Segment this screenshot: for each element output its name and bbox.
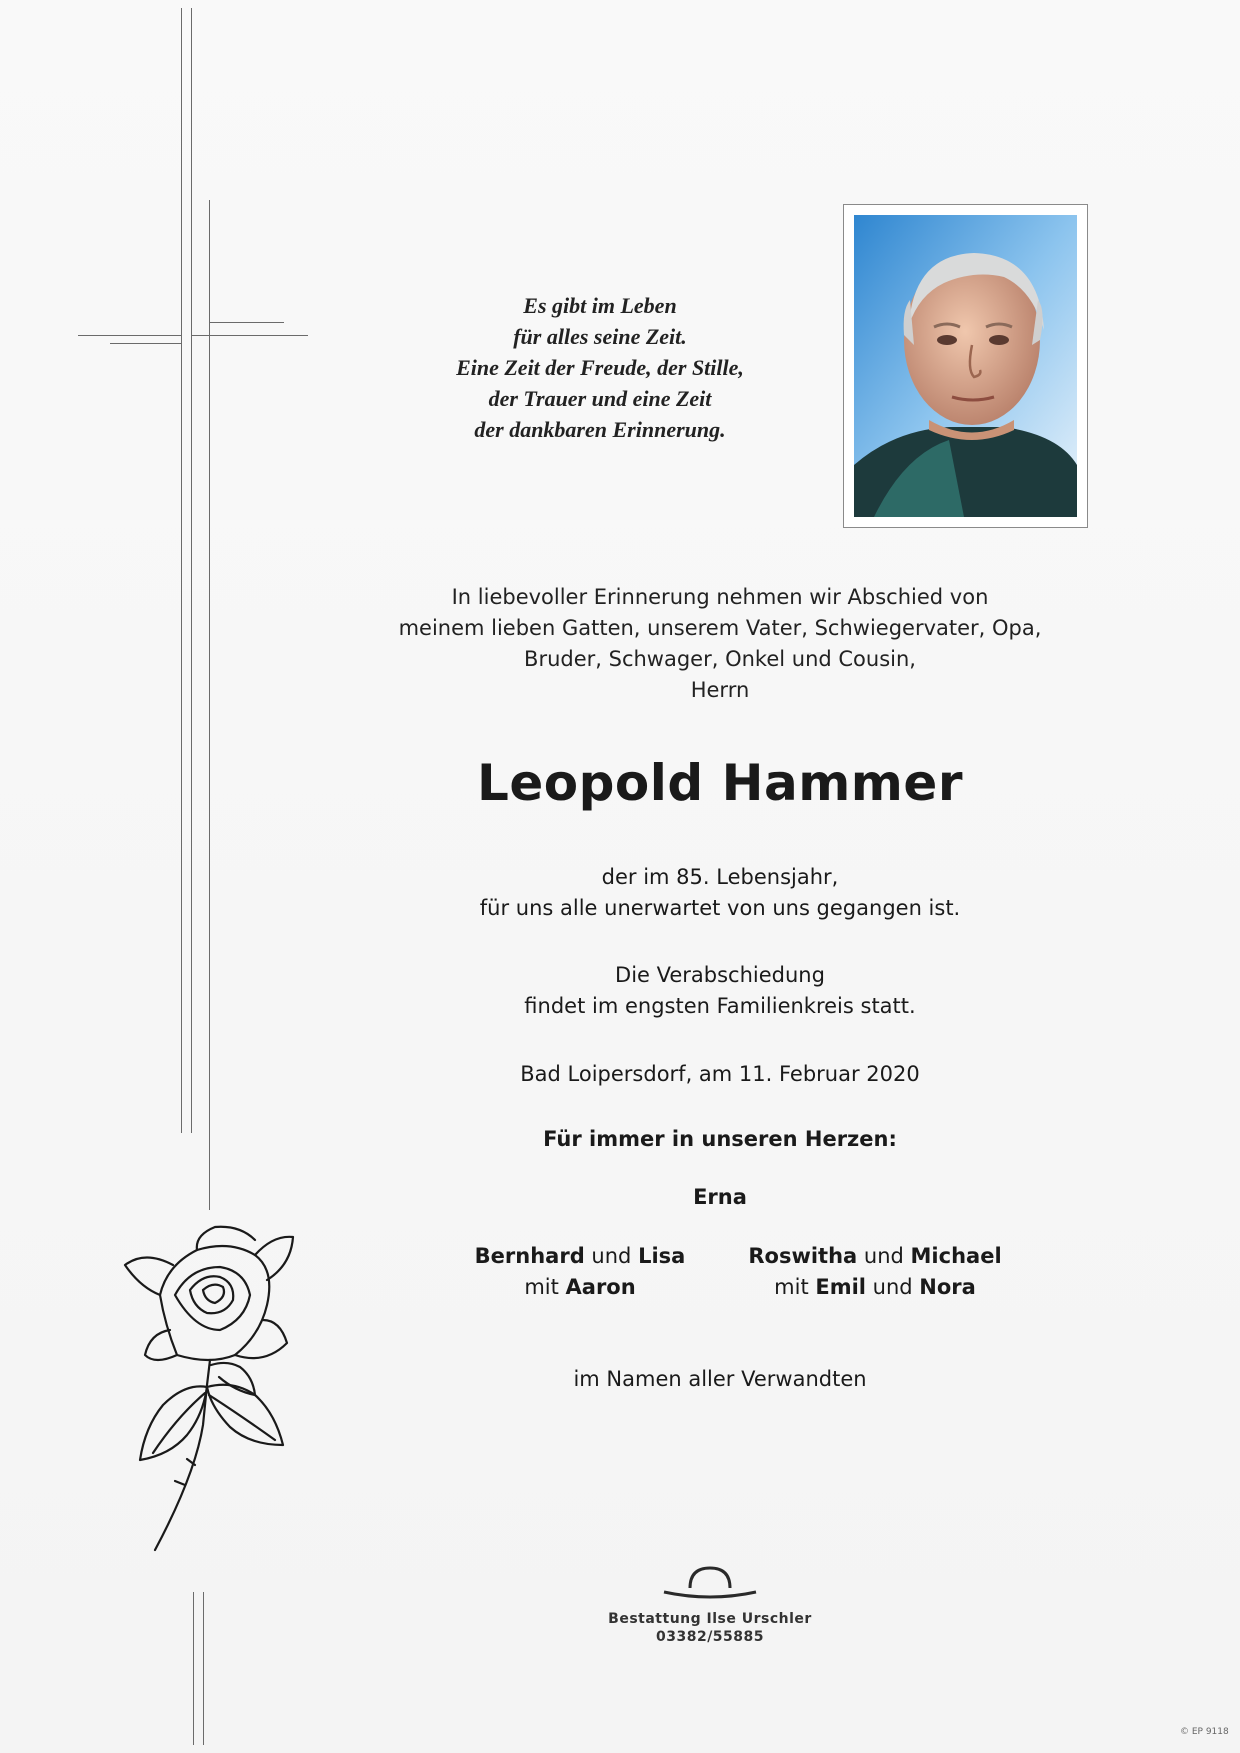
portrait-frame — [843, 204, 1088, 528]
deceased-name: Leopold Hammer — [477, 754, 963, 812]
age-line: für uns alle unerwartet von uns gegangen ist. — [479, 896, 961, 920]
poem-line: Es gibt im Leben — [523, 293, 677, 318]
farewell-text — [300, 960, 1140, 1022]
poem-line: Eine Zeit der Freude, der Stille, — [456, 355, 744, 380]
funeral-home — [560, 1610, 860, 1646]
age-line: der im 85. Lebensjahr, — [601, 865, 839, 889]
portrait-photo-icon — [854, 215, 1077, 517]
family-conjunction: und — [865, 1275, 920, 1299]
family-line — [720, 1272, 1030, 1303]
cross-horizontal-line-bottom-right — [209, 322, 284, 323]
family-conjunction: und — [857, 1244, 911, 1268]
spouse-name: Erna — [693, 1185, 747, 1209]
closing-text: im Namen aller Verwandten — [573, 1367, 867, 1391]
poem — [380, 290, 820, 445]
family-name: Nora — [919, 1275, 976, 1299]
family-with: mit — [524, 1275, 566, 1299]
bottom-vertical-line-left — [193, 1592, 194, 1745]
funeral-home-name: Bestattung Ilse Urschler — [608, 1611, 812, 1627]
poem-line: der Trauer und eine Zeit — [488, 386, 712, 411]
forever-heading: Für immer in unseren Herzen: — [543, 1127, 897, 1151]
place-date: Bad Loipersdorf, am 11. Februar 2020 — [520, 1062, 920, 1086]
cross-vertical-line-right — [191, 8, 192, 1133]
family-conjunction: und — [584, 1244, 639, 1268]
family-name: Bernhard — [474, 1244, 585, 1268]
family-name: Emil — [815, 1275, 866, 1299]
intro-line: Bruder, Schwager, Onkel und Cousin, — [524, 647, 916, 671]
poem-line: für alles seine Zeit. — [513, 324, 687, 349]
family-name: Roswitha — [748, 1244, 858, 1268]
family-line — [460, 1241, 700, 1272]
intro-text — [300, 582, 1140, 706]
family-name: Michael — [910, 1244, 1002, 1268]
rose-icon — [115, 1155, 315, 1560]
family-group-right — [720, 1241, 1030, 1303]
age-text — [300, 862, 1140, 924]
intro-line: In liebevoller Erinnerung nehmen wir Abschied von — [451, 585, 989, 609]
funeral-home-logo-icon — [660, 1562, 760, 1607]
family-name: Aaron — [565, 1275, 636, 1299]
farewell-line: Die Verabschiedung — [615, 963, 825, 987]
family-name: Lisa — [638, 1244, 686, 1268]
family-line — [720, 1241, 1030, 1272]
document-code: © EP 9118 — [1180, 1727, 1229, 1737]
poem-line: der dankbaren Erinnerung. — [474, 417, 726, 442]
intro-line: meinem lieben Gatten, unserem Vater, Schwiegervater, Opa, — [398, 616, 1042, 640]
intro-line: Herrn — [690, 678, 750, 702]
cross-horizontal-line-top-left — [78, 335, 181, 336]
family-with: mit — [774, 1275, 816, 1299]
funeral-home-phone: 03382/55885 — [655, 1629, 765, 1645]
farewell-line: findet im engsten Familienkreis statt. — [524, 994, 916, 1018]
cross-inner-vertical-line — [209, 200, 210, 1210]
family-line — [460, 1272, 700, 1303]
cross-horizontal-line-bottom-left — [110, 343, 181, 344]
family-group-left — [460, 1241, 700, 1303]
bottom-vertical-line-right — [203, 1592, 204, 1745]
cross-vertical-line-left — [181, 8, 182, 1133]
